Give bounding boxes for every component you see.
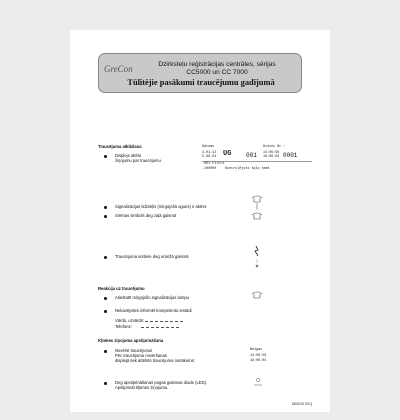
section-heading-acknowledge: Kļūmes ziņojuma apstiprināšana	[98, 338, 164, 343]
beacon-icon	[250, 190, 264, 224]
header-box	[98, 53, 302, 93]
display-end-time-2: 18:06:04	[250, 359, 267, 363]
acknowledge-item-led	[115, 380, 207, 390]
fault-lamp-icon	[252, 244, 262, 270]
detection-item-fault-lamp: Traucējuma sortiele deg oranžā gaismā	[115, 254, 189, 259]
contact-name-line	[145, 318, 183, 322]
beacon-icon	[250, 289, 264, 301]
item-line: displejā tiek attēlots traucējuma nosākums:	[115, 358, 195, 363]
detection-item-siren: Sirēnas simbols deg zaļā gaismā	[115, 213, 177, 218]
display-date-1: 4-01-12	[202, 151, 217, 155]
contact-phone-line	[141, 324, 179, 328]
contact-phone-row	[115, 324, 179, 329]
reaction-item-reset: Atiestatīt mirgojošo signalizācijas lampu	[115, 295, 190, 300]
bullet	[104, 297, 107, 300]
item-line: Deg apstiprināšanas pogas gaismas diode (LED).	[115, 380, 208, 385]
bullet	[104, 215, 107, 218]
display-line-4a: -100000	[202, 167, 217, 171]
document-code: 6D0010 03 Q	[292, 402, 313, 406]
section-heading-detection: Traucējuma atklāšana	[98, 144, 142, 149]
display-line-4b: Kontrolējošs šķīs ņemt	[225, 167, 270, 171]
bullet	[104, 206, 107, 209]
display-end-time-1: 14:06:59	[250, 354, 267, 358]
reaction-item-inform: Nekavējoties informēt kompetento iestādi	[115, 308, 192, 313]
title-line-2: CC5000 un CC 7000	[186, 69, 248, 76]
bullet	[104, 155, 107, 158]
bullet	[104, 382, 107, 385]
display-number-1: 001	[246, 152, 257, 159]
document-page	[70, 30, 330, 412]
bullet	[104, 310, 107, 313]
acknowledge-item-fix	[115, 348, 195, 363]
display-end-label: Beigas	[250, 348, 263, 352]
title-line-1: Dzirksteļu reģistrācijas centrāles, sērijas	[158, 61, 276, 68]
document-title	[137, 61, 297, 77]
contact-phone-label: Telefons:	[115, 324, 132, 329]
bullet	[104, 256, 107, 259]
display-number-label: Dzīves Nr.:	[263, 145, 286, 149]
detection-item-beacon: Signalizācijas lidzekļis (mirgojošā uguns) ir aktīvs	[115, 204, 207, 209]
detection-item-display	[115, 153, 161, 163]
display-number-2: 0001	[283, 152, 298, 159]
document-subtitle: Tūlītējie pasākumi traucējumu gadījumā	[127, 78, 275, 87]
led-button-icon	[252, 376, 264, 390]
item-line: Displejs attēlo	[115, 153, 142, 158]
display-line-3: .001 Filtrs	[202, 162, 225, 166]
bullet	[104, 350, 107, 353]
display-date-2: 5.08.04	[202, 155, 217, 159]
item-line: Apstiprināt kļūmes ziņojumu.	[115, 385, 169, 390]
item-line: Pēc traucējuma novēršanas	[115, 353, 167, 358]
item-line: ziņojumu par traucējumu	[115, 158, 161, 163]
section-heading-reaction: Reakcija uz traucējumu	[98, 286, 145, 291]
display-time-1: 14:06:56	[263, 151, 280, 155]
contact-name-row	[115, 318, 183, 323]
display-time-2: 18:06:04	[263, 155, 280, 159]
display-date-label: Datums	[202, 145, 215, 149]
contact-name-label: Vārds, uzvārds:	[115, 318, 145, 323]
item-line: Novērst traucējumu!	[115, 348, 153, 353]
grecon-logo: GreCon	[104, 64, 133, 74]
display-error-code: UG	[223, 150, 232, 158]
